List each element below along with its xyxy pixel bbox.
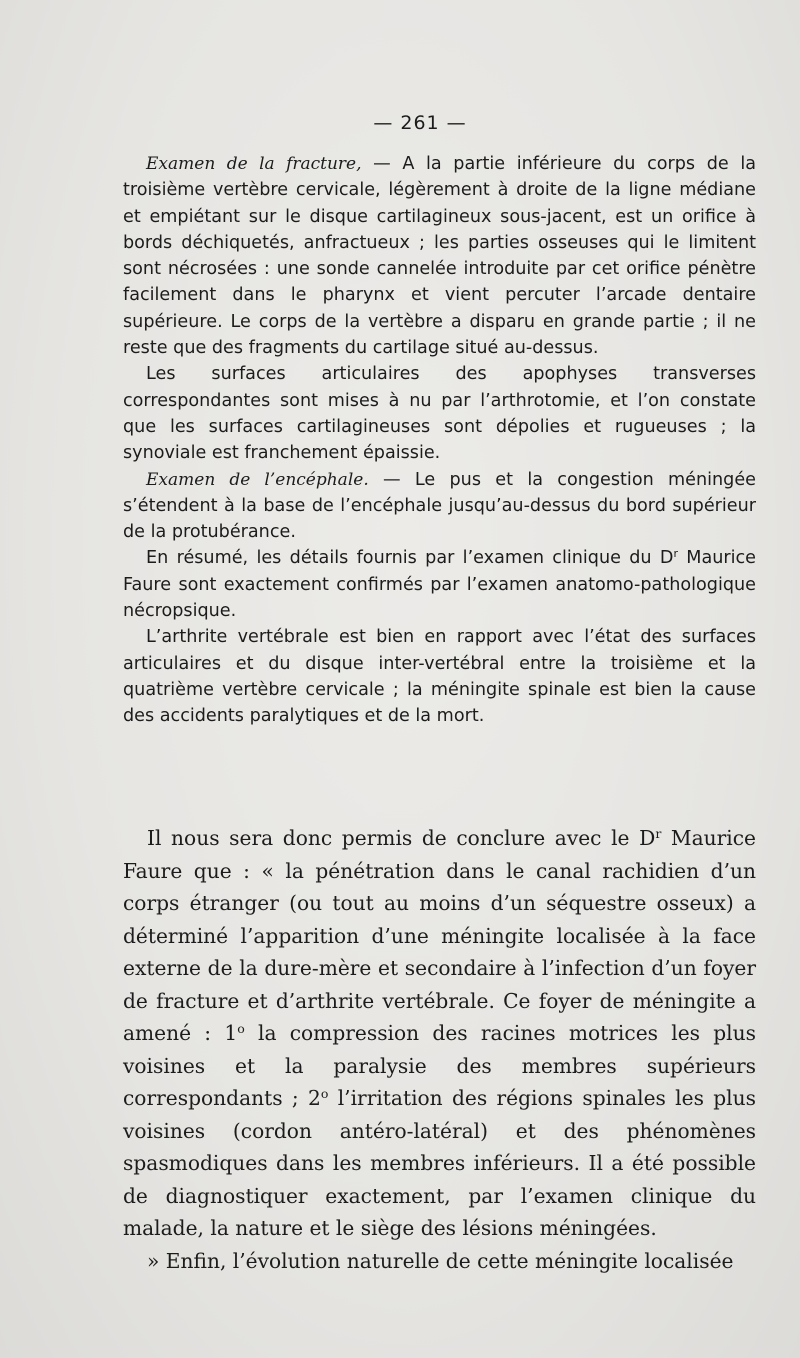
- superscript: r: [673, 547, 678, 561]
- paragraph-evolution: » Enfin, l’évolution naturelle de cette méningite localisée: [147, 1248, 734, 1273]
- autopsy-findings-section: [123, 151, 756, 730]
- paragraph-conclusion-quote: [123, 822, 756, 1245]
- paragraph-arthritis-conclusion: L’arthrite vertébrale est bien en rapport avec l’état des surfaces articulaires et du disque inter-vertébral entre la troisième et la quatrième vertèbre cervicale ; la méningite spinale est bien la cause des accidents paralytiques et de la mort.: [123, 627, 756, 727]
- paragraph-text: En résumé, les détails fournis par l’examen clinique du D: [146, 548, 674, 569]
- section-heading-encephalon: Examen de l’encéphale.: [146, 469, 369, 490]
- superscript: o: [237, 1021, 245, 1037]
- paragraph-text: Maurice Faure que : « la pénétration dans le canal rachidien d’un corps étranger (ou tout au moins d’un séquestre osseux) a déterminé l’apparition d’une méningite localisée à la face externe de la dure-mère et secondaire à l’infection d’un foyer de fracture et d’arthrite vertébrale. Ce foyer de méningite a amené : 1: [123, 826, 756, 1045]
- paragraph-text: l’irritation des régions spinales les plus voisines (cordon antéro-latéral) et des phénomènes spasmodiques dans les membres inférieurs. Il a été possible de diagnostiquer exactement, par l’examen clinique du malade, la nature et le siège des lésions méningées.: [123, 1086, 756, 1240]
- paragraph-articular-surfaces: Les surfaces articulaires des apophyses transverses correspondantes sont mises à nu par l’arthrotomie, et l’on constate que les surfaces cartilagineuses sont dépolies et rugueuses ; la synoviale est franchement épaissie.: [123, 364, 756, 464]
- paragraph-summary: [123, 545, 756, 624]
- paragraph-text: Maurice Faure sont exactement confirmés par l’examen anatomo-pathologique nécropsique.: [123, 548, 756, 622]
- superscript: o: [320, 1086, 329, 1102]
- paragraph-fracture-examination: [123, 151, 756, 361]
- superscript: r: [655, 826, 662, 842]
- paragraph-text: la compression des racines motrices les plus voisines et la paralysie des membres supérieurs correspondants ; 2: [123, 1021, 756, 1110]
- paragraph-text: — Le pus et la congestion méningée s’étendent à la base de l’encéphale jusqu’au-dessus du bord supérieur de la protubérance.: [123, 469, 756, 543]
- paragraph-text: Il nous sera donc permis de conclure avec le D: [147, 826, 656, 850]
- conclusion-section: [123, 822, 756, 1277]
- section-heading-fracture: Examen de la fracture,: [146, 154, 362, 174]
- page-number: — 261 —: [373, 112, 467, 134]
- paragraph-text: — A la partie inférieure du corps de la troisième vertèbre cervicale, légèrement à droite de la ligne médiane et empiétant sur le disque cartilagineux sous-jacent, est un orifice à bords déchiquetés, anfractueux ; les parties osseuses qui le limitent sont nécrosées : une sonde cannelée introduite par cet orifice pénètre facilement dans le pharynx et vient percuter l’arcade dentaire supérieure. Le corps de la vertèbre a disparu en grande partie ; il ne reste que des fragments du cartilage situé au-dessus.: [123, 154, 756, 359]
- paragraph-encephalon-examination: [123, 467, 756, 546]
